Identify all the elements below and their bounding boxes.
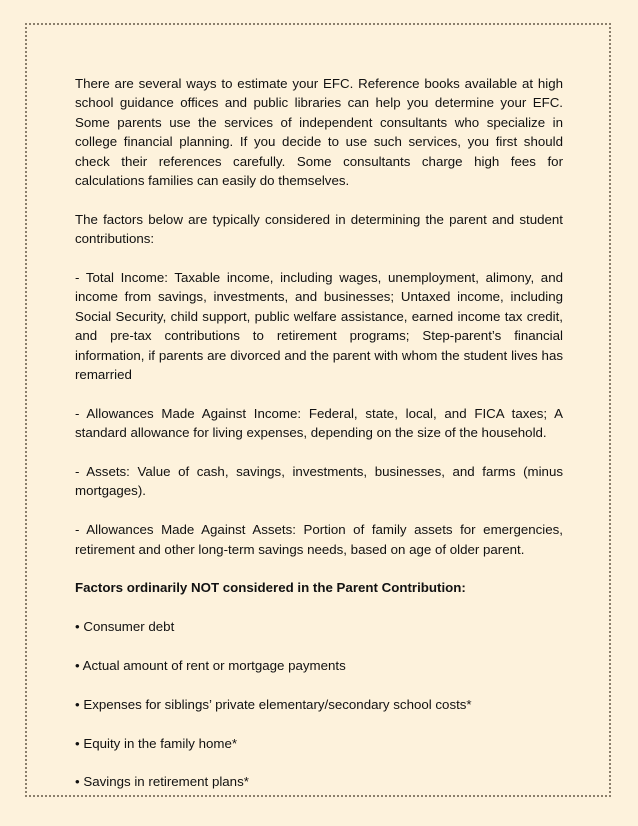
paragraph-efc-estimate: There are several ways to estimate your EFC. Reference books available at high school guidance offices and public libraries can help you determine your EFC. Some parents use the services of independent consultants who specialize in college financial planning. If you decide to use such services, you first should check their references carefully. Some consultants charge high fees for calculations families can easily do themselves. (75, 76, 563, 189)
document-body (75, 74, 563, 811)
paragraph-allowances-income: - Allowances Made Against Income: Federal, state, local, and FICA taxes; A standard allowance for living expenses, depending on the size of the household. (75, 405, 563, 441)
paragraph-assets: - Assets: Value of cash, savings, investments, businesses, and farms (minus mortgages). (75, 464, 563, 499)
paragraph-allowances-assets: - Allowances Made Against Assets: Portion of family assets for emergencies, retirement and other long-term savings needs, based on age of older parent. (75, 522, 563, 557)
paragraph-factors-intro: The factors below are typically considered in determining the parent and student contributions: (75, 211, 563, 247)
bullet-item: • Consumer debt (75, 619, 175, 635)
section-heading-not-considered: Factors ordinarily NOT considered in the Parent Contribution: (75, 580, 466, 596)
bullet-item: • Actual amount of rent or mortgage payments (75, 658, 346, 674)
paragraph-total-income: - Total Income: Taxable income, including wages, unemployment, alimony, and income from savings, investments, and businesses; Untaxed income, including Social Security, child support, public welfare assistance, earned income tax credit, and pre-tax contributions to retirement programs; Step-parent’s financial information, if parents are divorced and the parent with whom the student lives has remarried (75, 270, 563, 383)
bullet-item: • Equity in the family home* (75, 735, 238, 751)
bullet-item: • Savings in retirement plans* (75, 774, 249, 790)
bullet-item: • Expenses for siblings’ private elementary/secondary school costs* (75, 696, 472, 712)
